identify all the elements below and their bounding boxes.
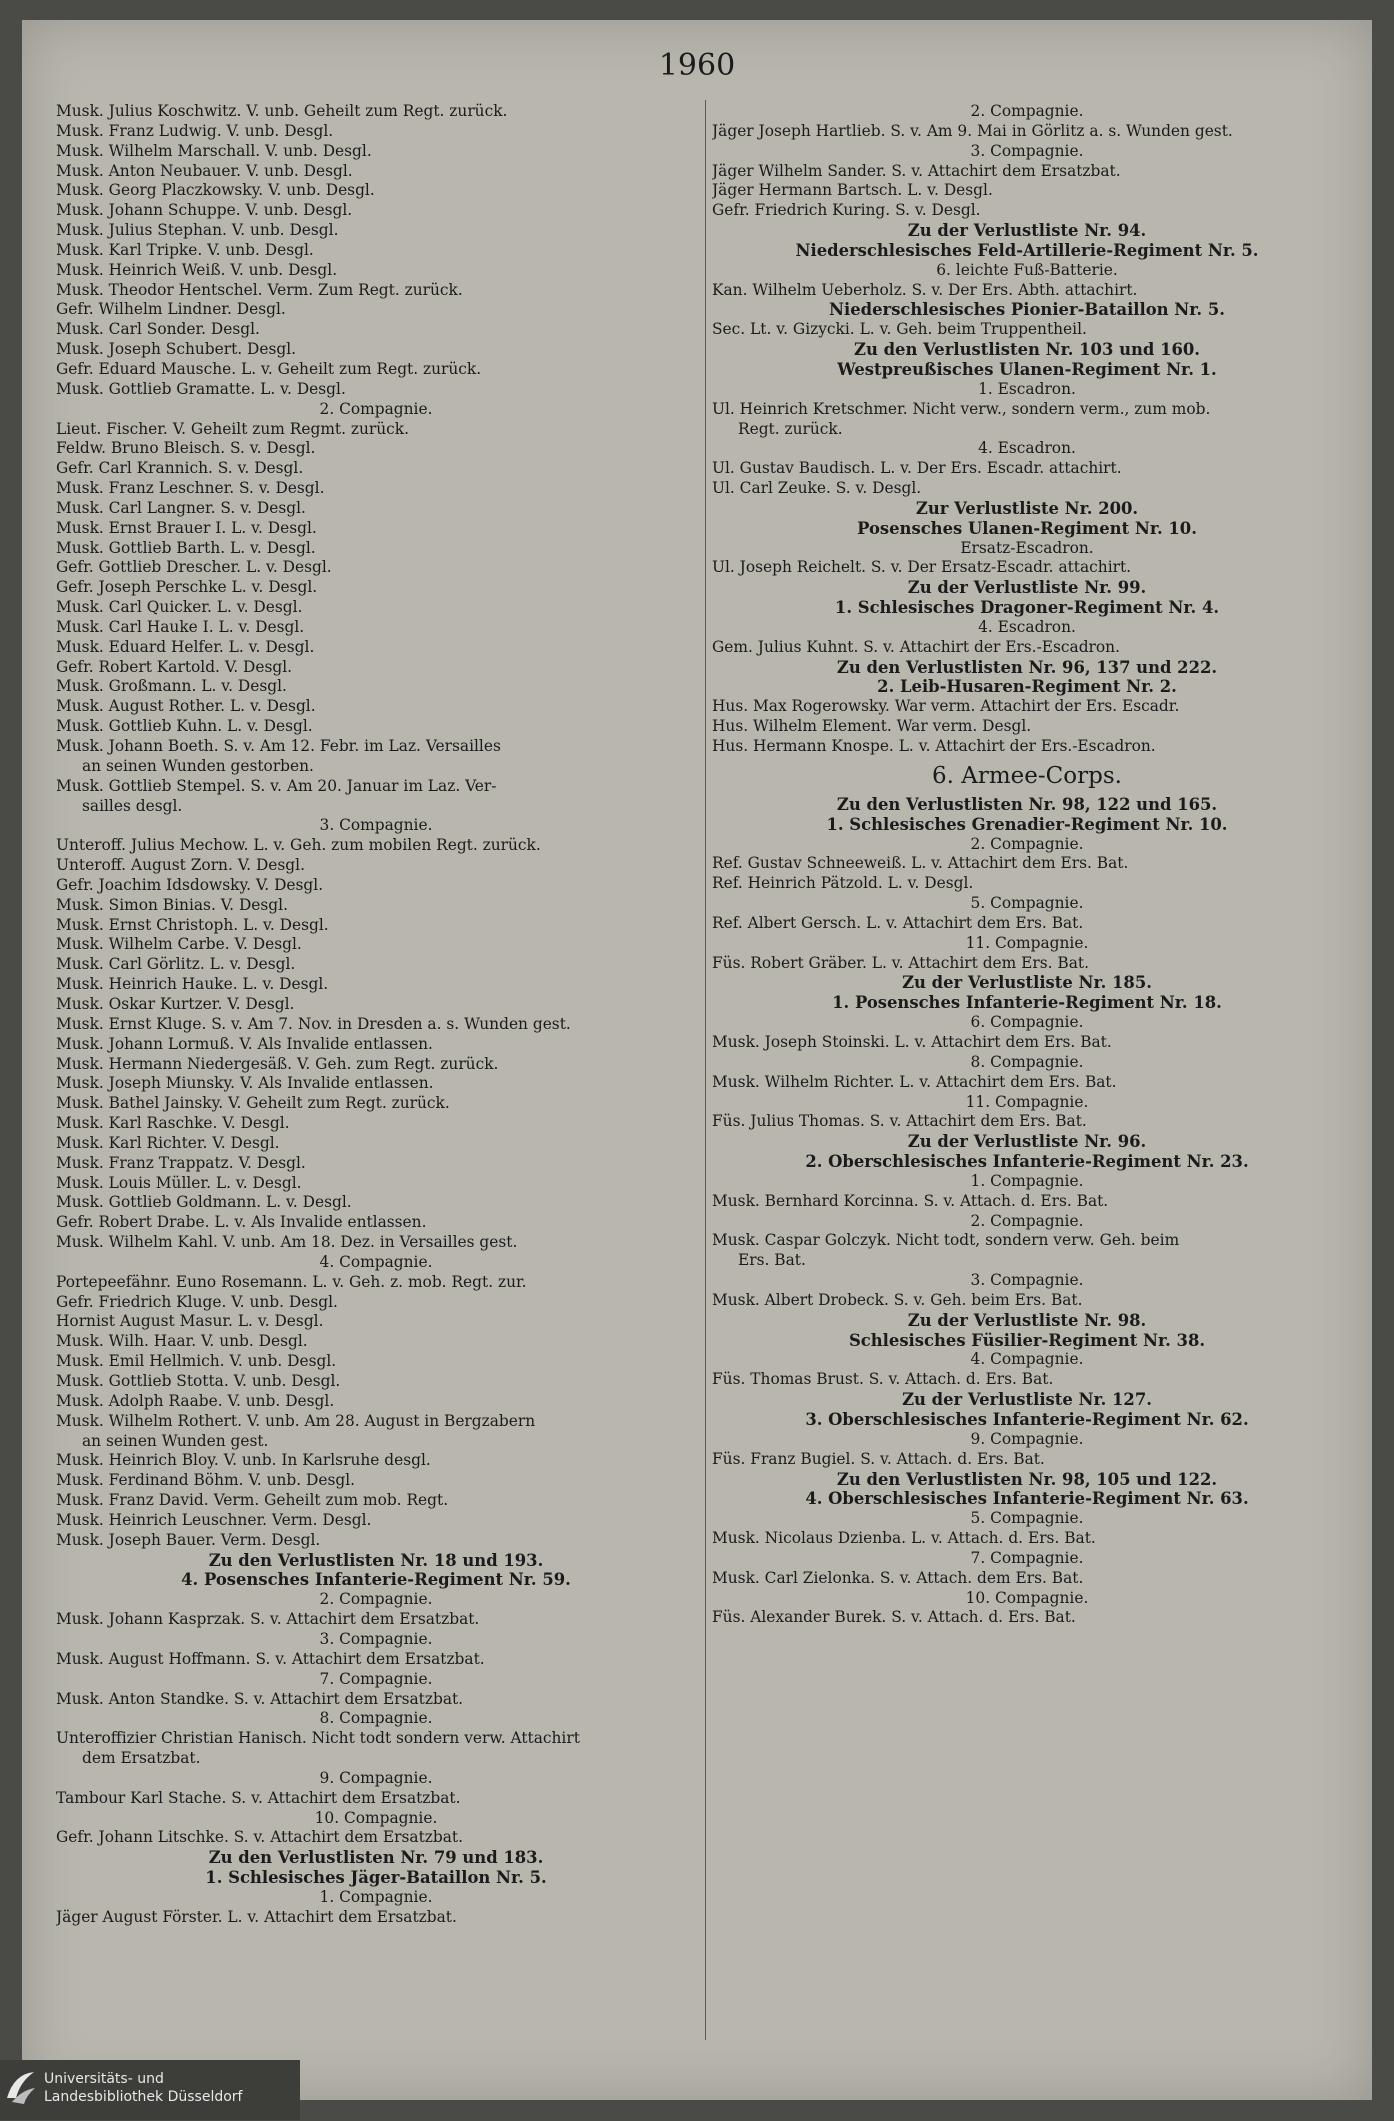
entry-line: Gefr. Gottlieb Drescher. L. v. Desgl. [56,558,332,577]
entry-line: Musk. Wilhelm Rothert. V. unb. Am 28. August in Bergzabern [56,1411,536,1430]
entry-line: Musk. Gottlieb Stempel. S. v. Am 20. Januar im Laz. Ver- [56,776,497,795]
company-heading: 4. Escadron. [978,617,1076,636]
entry-continuation: sailles desgl. [82,796,183,815]
entry-line: Gefr. Friedrich Kuring. S. v. Desgl. [712,201,981,220]
library-name-line1: Universitäts- und [44,2071,164,2087]
entry-line: Tambour Karl Stache. S. v. Attachirt dem Ersatzbat. [56,1788,461,1807]
company-heading: 3. Compagnie. [970,141,1084,160]
entry-line: Musk. August Hoffmann. S. v. Attachirt dem Ersatzbat. [56,1649,485,1668]
entry-line: Hus. Wilhelm Element. War verm. Desgl. [712,717,1032,736]
entry-line: Füs. Julius Thomas. S. v. Attachirt dem Ers. Bat. [712,1112,1087,1131]
entry-line: Musk. Gottlieb Stotta. V. unb. Desgl. [56,1372,341,1390]
section-heading: Zu den Verlustlisten Nr. 18 und 193. [208,1550,544,1570]
entry-line: Unteroffizier Christian Hanisch. Nicht todt sondern verw. Attachirt [56,1729,580,1748]
company-heading: 7. Compagnie. [319,1669,433,1688]
entry-line: Ref. Albert Gersch. L. v. Attachirt dem Ers. Bat. [712,913,1084,932]
library-name-line2: Landesbibliothek Düsseldorf [44,2089,243,2105]
entry-continuation: dem Ersatzbat. [82,1749,201,1768]
entry-line: Musk. Gottlieb Kuhn. L. v. Desgl. [56,717,313,736]
entry-line: Ul. Heinrich Kretschmer. Nicht verw., sondern verm., zum mob. [712,399,1211,418]
company-heading: 5. Compagnie. [970,894,1084,913]
entry-line: Unteroff. Julius Mechow. L. v. Geh. zum mobilen Regt. zurück. [56,836,541,855]
entry-line: Musk. Franz Leschner. S. v. Desgl. [56,479,325,498]
section-heading: 2. Oberschlesisches Infanterie-Regiment Nr. 23. [805,1152,1249,1172]
entry-line: Musk. Bernhard Korcinna. S. v. Attach. d. Ers. Bat. [712,1191,1109,1210]
company-heading: 5. Compagnie. [970,1509,1084,1528]
section-heading: Zu den Verlustlisten Nr. 79 und 183. [208,1848,544,1868]
company-heading: 3. Compagnie. [970,1271,1084,1290]
section-heading: 1. Schlesisches Dragoner-Regiment Nr. 4. [834,598,1220,618]
entry-line: Lieut. Fischer. V. Geheilt zum Regmt. zurück. [56,419,410,438]
entry-line: Füs. Thomas Brust. S. v. Attach. d. Ers. Bat. [712,1370,1054,1389]
entry-line: Musk. Carl Zielonka. S. v. Attach. dem Ers. Bat. [712,1568,1084,1587]
entry-line: Musk. Hermann Niedergesäß. V. Geh. zum Regt. zurück. [56,1054,499,1073]
entry-line: Musk. Gottlieb Goldmann. L. v. Desgl. [56,1193,352,1212]
entry-line: Musk. Ferdinand Böhm. V. unb. Desgl. [56,1471,356,1490]
entry-line: Musk. Nicolaus Dzienba. L. v. Attach. d. Ers. Bat. [712,1529,1096,1548]
entry-line: Musk. Carl Görlitz. L. v. Desgl. [56,955,296,974]
section-heading: Zu der Verlustliste Nr. 127. [902,1390,1152,1410]
section-heading: 2. Leib-Husaren-Regiment Nr. 2. [877,677,1177,697]
entry-line: Musk. Heinrich Weiß. V. unb. Desgl. [56,260,338,279]
entry-line: Musk. Johann Kasprzak. S. v. Attachirt dem Ersatzbat. [56,1610,480,1629]
entry-line: Musk. Eduard Helfer. L. v. Desgl. [56,637,315,656]
section-heading: Posensches Ulanen-Regiment Nr. 10. [857,518,1197,538]
entry-line: Musk. Anton Standke. S. v. Attachirt dem Ersatzbat. [56,1689,464,1708]
entry-line: Ul. Joseph Reichelt. S. v. Der Ersatz-Escadr. attachirt. [712,558,1132,577]
section-heading: Westpreußisches Ulanen-Regiment Nr. 1. [837,359,1217,379]
company-heading: 2. Compagnie. [319,1590,433,1609]
entry-line: Gefr. Robert Kartold. V. Desgl. [56,657,293,676]
entry-line: Musk. Ernst Kluge. S. v. Am 7. Nov. in Dresden a. s. Wunden gest. [56,1014,571,1033]
entry-line: Gefr. Carl Krannich. S. v. Desgl. [56,459,304,478]
company-heading: 9. Compagnie. [970,1429,1084,1448]
entry-line: Musk. Simon Binias. V. Desgl. [56,895,288,914]
company-heading: 6. Compagnie. [970,1013,1084,1032]
company-heading: 4. Compagnie. [319,1252,433,1271]
company-heading: 3. Compagnie. [319,816,433,835]
entry-line: Musk. Wilhelm Richter. L. v. Attachirt dem Ers. Bat. [712,1072,1117,1091]
entry-line: Musk. Theodor Hentschel. Verm. Zum Regt. zurück. [56,280,463,299]
section-heading: 3. Oberschlesisches Infanterie-Regiment Nr. 62. [805,1410,1249,1429]
entry-line: Musk. Adolph Raabe. V. unb. Desgl. [56,1391,335,1410]
company-heading: 4. Escadron. [978,439,1076,458]
entry-line: Sec. Lt. v. Gizycki. L. v. Geh. beim Truppentheil. [712,320,1087,339]
entry-line: Musk. Karl Tripke. V. unb. Desgl. [56,240,314,259]
entry-line: Musk. Louis Müller. L. v. Desgl. [56,1173,302,1192]
company-heading: Ersatz-Escadron. [960,538,1094,557]
entry-line: Musk. Wilhelm Kahl. V. unb. Am 18. Dez. in Versailles gest. [56,1233,518,1252]
entry-continuation: Ers. Bat. [738,1251,806,1270]
library-logo-icon [4,2068,38,2108]
company-heading: 2. Compagnie. [970,1211,1084,1230]
entry-line: Gefr. Wilhelm Lindner. Desgl. [56,300,286,319]
left-column [56,102,696,1928]
section-heading: Zu der Verlustliste Nr. 94. [907,221,1147,241]
section-heading: 4. Posensches Infanterie-Regiment Nr. 59. [181,1570,571,1590]
entry-continuation: an seinen Wunden gest. [82,1431,269,1450]
entry-line: Musk. Ernst Christoph. L. v. Desgl. [56,915,329,934]
entry-line: Ref. Heinrich Pätzold. L. v. Desgl. [712,874,974,893]
company-heading: 1. Compagnie. [319,1887,433,1906]
entry-line: Ref. Gustav Schneeweiß. L. v. Attachirt dem Ers. Bat. [712,854,1129,873]
entry-line: Musk. Gottlieb Gramatte. L. v. Desgl. [56,379,346,398]
entry-line: Musk. Joseph Stoinski. L. v. Attachirt dem Ers. Bat. [712,1032,1112,1051]
section-heading: Zur Verlustliste Nr. 200. [915,498,1139,518]
section-heading: Zu den Verlustlisten Nr. 103 und 160. [854,340,1200,360]
corps-heading: 6. Armee-Corps. [932,762,1122,789]
company-heading: 2. Compagnie. [970,102,1084,120]
entry-line: Musk. Caspar Golczyk. Nicht todt, sondern verw. Geh. beim [712,1231,1180,1250]
entry-line: Musk. Georg Placzkowsky. V. unb. Desgl. [56,181,375,200]
entry-line: Musk. Carl Langner. S. v. Desgl. [56,498,306,517]
entry-line: Musk. Wilhelm Marschall. V. unb. Desgl. [56,141,372,160]
section-heading: 4. Oberschlesisches Infanterie-Regiment Nr. 63. [805,1489,1249,1509]
entry-line: Musk. Carl Sonder. Desgl. [56,320,260,339]
company-heading: 2. Compagnie. [319,399,433,418]
entry-line: Musk. Großmann. L. v. Desgl. [56,677,287,696]
section-heading: Zu den Verlustlisten Nr. 96, 137 und 222. [836,657,1218,677]
entry-line: Musk. Gottlieb Barth. L. v. Desgl. [56,538,316,557]
section-heading: 1. Schlesisches Grenadier-Regiment Nr. 10. [826,814,1228,834]
entry-line: Jäger Wilhelm Sander. S. v. Attachirt dem Ersatzbat. [712,161,1121,180]
section-heading: Niederschlesisches Feld-Artillerie-Regiment Nr. 5. [795,240,1259,260]
entry-line: Gefr. Robert Drabe. L. v. Als Invalide entlassen. [56,1213,427,1232]
entry-line: Jäger August Förster. L. v. Attachirt dem Ersatzbat. [56,1907,457,1926]
entry-line: Hornist August Masur. L. v. Desgl. [56,1312,324,1331]
entry-line: Gefr. Eduard Mausche. L. v. Geheilt zum Regt. zurück. [56,359,482,378]
company-heading: 6. leichte Fuß-Batterie. [936,260,1118,279]
entry-line: Musk. Karl Richter. V. Desgl. [56,1133,280,1152]
entry-line: Musk. Joseph Schubert. Desgl. [56,340,297,359]
page-number: 1960 [658,48,736,83]
company-heading: 8. Compagnie. [970,1052,1084,1071]
entry-line: Feldw. Bruno Bleisch. S. v. Desgl. [56,439,316,458]
entry-line: Musk. Joseph Bauer. Verm. Desgl. [56,1530,321,1549]
section-heading: Schlesisches Füsilier-Regiment Nr. 38. [848,1330,1206,1350]
entry-line: Hus. Hermann Knospe. L. v. Attachirt der Ers.-Escadron. [712,737,1156,755]
entry-line: Portepeefähnr. Euno Rosemann. L. v. Geh. z. mob. Regt. zur. [56,1272,527,1291]
company-heading: 10. Compagnie. [965,1588,1089,1607]
entry-line: Musk. Franz Trappatz. V. Desgl. [56,1153,306,1172]
company-heading: 11. Compagnie. [965,933,1089,952]
section-heading: 1. Posensches Infanterie-Regiment Nr. 18. [832,993,1222,1013]
company-heading: 2. Compagnie. [970,834,1084,853]
section-heading: Zu der Verlustliste Nr. 185. [902,973,1152,993]
entry-continuation: an seinen Wunden gestorben. [82,756,314,775]
section-heading: Zu den Verlustlisten Nr. 98, 122 und 165. [836,794,1218,814]
entry-line: Musk. Heinrich Hauke. L. v. Desgl. [56,975,329,994]
entry-line: Musk. Heinrich Leuschner. Verm. Desgl. [56,1510,372,1529]
company-heading: 4. Compagnie. [970,1350,1084,1369]
right-column [712,102,1342,1628]
entry-line: Gem. Julius Kuhnt. S. v. Attachirt der Ers.-Escadron. [712,637,1120,656]
entry-line: Musk. Johann Lormuß. V. Als Invalide entlassen. [56,1034,433,1053]
entry-line: Musk. Johann Schuppe. V. unb. Desgl. [56,201,353,220]
entry-line: Musk. Julius Stephan. V. unb. Desgl. [56,221,339,240]
entry-line: Gefr. Joseph Perschke L. v. Desgl. [56,578,318,597]
section-heading: Zu der Verlustliste Nr. 99. [907,578,1147,598]
entry-line: Gefr. Joachim Idsdowsky. V. Desgl. [56,875,324,894]
entry-line: Unteroff. August Zorn. V. Desgl. [56,856,305,875]
entry-line: Füs. Franz Bugiel. S. v. Attach. d. Ers. Bat. [712,1449,1045,1468]
library-footer [0,2060,300,2120]
entry-line: Musk. Karl Raschke. V. Desgl. [56,1114,290,1133]
entry-line: Jäger Joseph Hartlieb. S. v. Am 9. Mai in Görlitz a. s. Wunden gest. [712,121,1233,140]
entry-line: Musk. Joseph Miunsky. V. Als Invalide entlassen. [56,1074,434,1093]
entry-line: Musk. Wilh. Haar. V. unb. Desgl. [56,1332,308,1351]
column-divider [705,100,706,2040]
company-heading: 11. Compagnie. [965,1092,1089,1111]
entry-line: Füs. Alexander Burek. S. v. Attach. d. Ers. Bat. [712,1608,1076,1627]
company-heading: 1. Escadron. [978,379,1076,398]
entry-line: Ul. Gustav Baudisch. L. v. Der Ers. Escadr. attachirt. [712,459,1122,478]
entry-line: Musk. Bathel Jainsky. V. Geheilt zum Regt. zurück. [56,1094,450,1113]
section-heading: 1. Schlesisches Jäger-Bataillon Nr. 5. [205,1868,547,1888]
section-heading: Zu den Verlustlisten Nr. 98, 105 und 122. [836,1469,1218,1489]
entry-line: Musk. Albert Drobeck. S. v. Geh. beim Ers. Bat. [712,1290,1083,1309]
entry-line: Musk. Julius Koschwitz. V. unb. Geheilt zum Regt. zurück. [56,102,508,120]
entry-line: Musk. Anton Neubauer. V. unb. Desgl. [56,161,353,180]
entry-continuation: Regt. zurück. [738,419,843,438]
entry-line: Musk. Heinrich Bloy. V. unb. In Karlsruhe desgl. [56,1451,431,1470]
company-heading: 3. Compagnie. [319,1629,433,1648]
entry-line: Gefr. Johann Litschke. S. v. Attachirt dem Ersatzbat. [56,1828,463,1847]
entry-line: Jäger Hermann Bartsch. L. v. Desgl. [712,181,993,200]
company-heading: 7. Compagnie. [970,1548,1084,1567]
library-name [44,2070,242,2106]
entry-line: Musk. August Rother. L. v. Desgl. [56,697,316,716]
entry-line: Musk. Ernst Brauer I. L. v. Desgl. [56,518,317,537]
entry-line: Musk. Emil Hellmich. V. unb. Desgl. [56,1352,337,1371]
company-heading: 9. Compagnie. [319,1768,433,1787]
company-heading: 10. Compagnie. [314,1808,438,1827]
section-heading: Zu der Verlustliste Nr. 96. [907,1132,1147,1152]
document-page [22,20,1372,2100]
section-heading: Zu der Verlustliste Nr. 98. [907,1310,1147,1330]
entry-line: Kan. Wilhelm Ueberholz. S. v. Der Ers. Abth. attachirt. [712,280,1138,299]
entry-line: Musk. Carl Hauke I. L. v. Desgl. [56,617,305,636]
entry-line: Gefr. Friedrich Kluge. V. unb. Desgl. [56,1292,338,1311]
entry-line: Musk. Carl Quicker. L. v. Desgl. [56,598,303,617]
entry-line: Musk. Johann Boeth. S. v. Am 12. Febr. im Laz. Versailles [56,737,501,755]
entry-line: Musk. Franz David. Verm. Geheilt zum mob. Regt. [56,1491,449,1510]
company-heading: 1. Compagnie. [970,1171,1084,1190]
entry-line: Ul. Carl Zeuke. S. v. Desgl. [712,479,922,498]
entry-line: Musk. Oskar Kurtzer. V. Desgl. [56,994,295,1013]
entry-line: Musk. Wilhelm Carbe. V. Desgl. [56,935,302,954]
company-heading: 8. Compagnie. [319,1709,433,1728]
section-heading: Niederschlesisches Pionier-Bataillon Nr. 5. [829,300,1225,320]
entry-line: Hus. Max Rogerowsky. War verm. Attachirt der Ers. Escadr. [712,697,1180,716]
entry-line: Füs. Robert Gräber. L. v. Attachirt dem Ers. Bat. [712,953,1089,972]
entry-line: Musk. Franz Ludwig. V. unb. Desgl. [56,121,334,140]
